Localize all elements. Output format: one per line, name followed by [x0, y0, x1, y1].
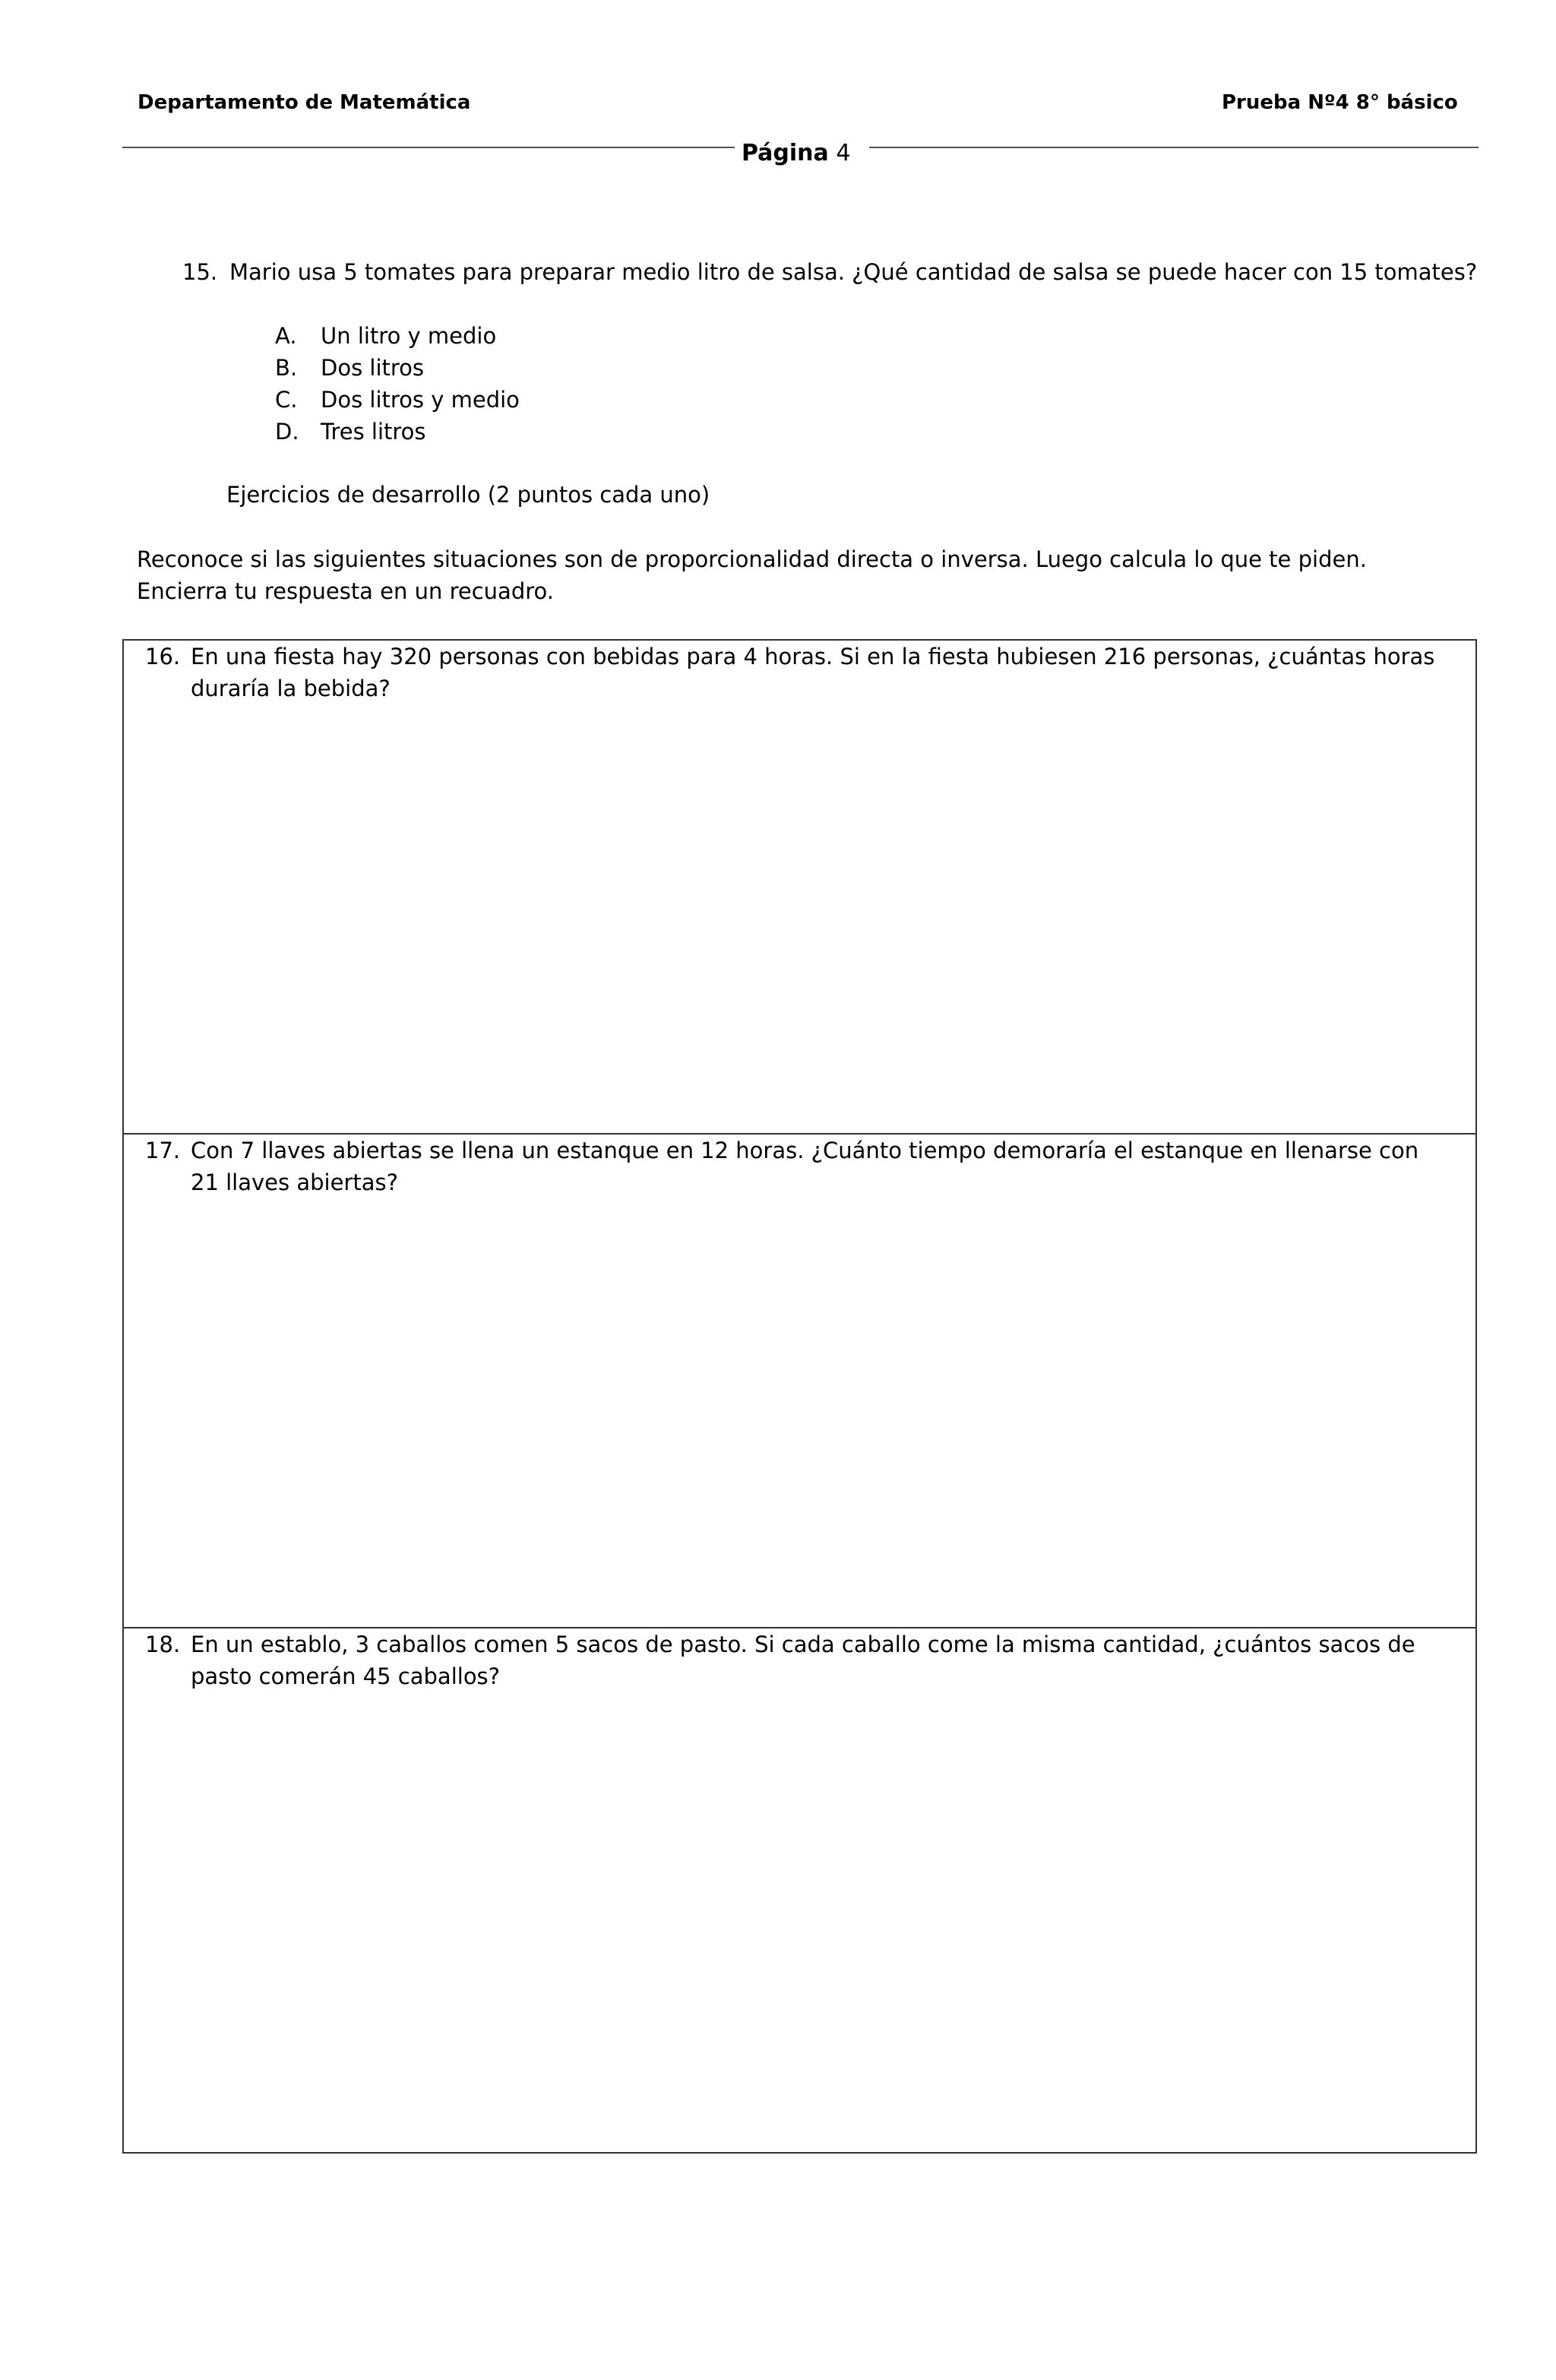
section-title: Ejercicios de desarrollo (2 puntos cada uno) [226, 482, 710, 508]
problem-17-text: Con 7 llaves abiertas se llena un estanque en 12 horas. ¿Cuánto tiempo demoraría el estanque en llenarse con 21 llaves abiertas? [191, 1138, 1419, 1195]
answer-box-18 [122, 1627, 1477, 2154]
question-15-number: 15. [182, 259, 218, 285]
option-b-letter: B. [275, 355, 298, 381]
page-number: 4 [836, 140, 851, 166]
option-c-text: Dos litros y medio [321, 387, 520, 413]
problem-17-number: 17. [145, 1138, 181, 1163]
question-15-text: Mario usa 5 tomates para preparar medio litro de salsa. ¿Qué cantidad de salsa se puede hacer con 15 tomates? [229, 259, 1478, 285]
problem-16-number: 16. [145, 644, 181, 669]
option-d-text: Tres litros [321, 419, 426, 445]
option-d-letter: D. [275, 419, 299, 445]
problem-16-text: En una fiesta hay 320 personas con bebidas para 4 horas. Si en la fiesta hubiesen 216 personas, ¿cuántas horas duraría la bebida? [191, 644, 1435, 701]
option-a-letter: A. [275, 323, 297, 349]
page-indicator [742, 140, 850, 166]
page-label: Página [742, 140, 829, 166]
department-name: Departamento de Matemática [138, 91, 471, 114]
header-divider-left [122, 147, 735, 148]
option-c-letter: C. [275, 387, 298, 413]
option-a-text: Un litro y medio [321, 323, 497, 349]
option-b-text: Dos litros [321, 355, 425, 381]
problem-18-text: En un establo, 3 caballos comen 5 sacos de pasto. Si cada caballo come la misma cantidad, ¿cuántos sacos de pasto comerán 45 caballos? [191, 1632, 1415, 1689]
problem-18-number: 18. [145, 1632, 181, 1657]
instructions-text: Reconoce si las siguientes situaciones son de proporcionalidad directa o inversa. Luego calcula lo que te piden. Encierra tu respuesta en un recuadro. [137, 546, 1367, 604]
test-title: Prueba Nº4 8° básico [1222, 91, 1458, 114]
answer-box-17 [122, 1133, 1477, 1628]
answer-box-16 [122, 639, 1477, 1135]
header-divider-right [869, 147, 1479, 148]
